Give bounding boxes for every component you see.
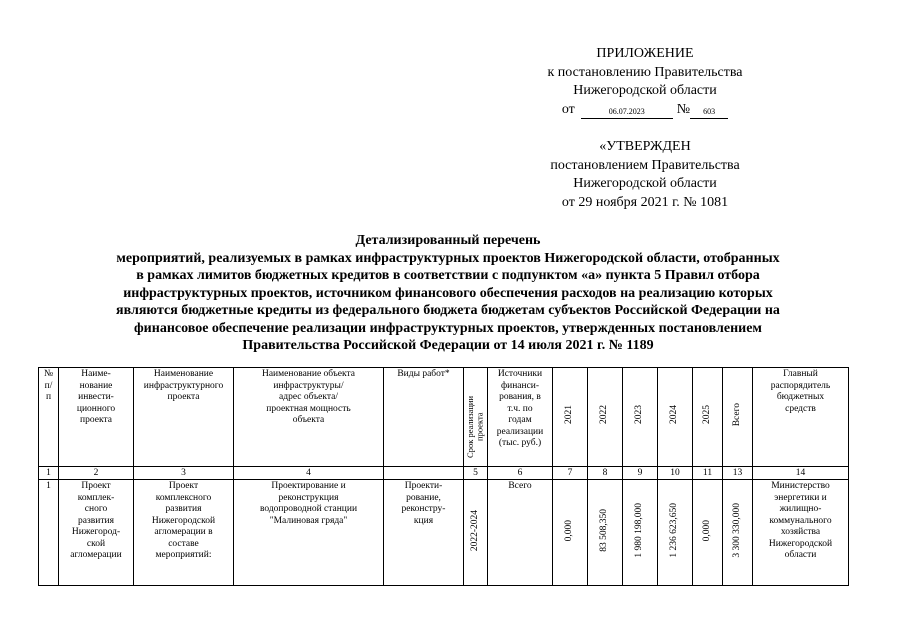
col-number: 2 (59, 467, 134, 480)
row-2025: 0,000 (701, 519, 712, 541)
table-row (39, 480, 849, 586)
col-number: 3 (134, 467, 234, 480)
title-line-1: Детализированный перечень (355, 233, 541, 248)
title-line-3: в рамках лимитов бюджетных кредитов в соответствии с подпунктом «а» пункта 5 Правил отбора (136, 268, 760, 283)
row-2023-cell (623, 480, 658, 586)
appendix-date: 06.07.2023 (581, 107, 673, 119)
row-2024: 1 236 623,650 (669, 502, 680, 558)
header-2022: 2022 (599, 405, 610, 425)
header-2021: 2021 (564, 405, 575, 425)
title-line-5: являются бюджетные кредиты из федерального бюджета бюджетам субъектов Российской Федерации на (116, 303, 780, 318)
approved-title: «УТВЕРЖДЕН (599, 139, 691, 154)
col-number: 1 (39, 467, 59, 480)
col-number: 4 (234, 467, 384, 480)
appendix-block (505, 45, 785, 119)
header-object: Наименование объекта инфраструктуры/ адрес объекта/ проектная мощность объекта (234, 368, 384, 467)
row-infra-project: Проект комплексного развития Нижегородской агломерации в составе мероприятий: (134, 480, 234, 586)
col-number: 14 (753, 467, 849, 480)
row-manager: Министерство энергетики и жилищно- коммунального хозяйства Нижегородской области (753, 480, 849, 586)
row-2021: 0,000 (564, 519, 575, 541)
row-investment-project: Проект комплек- сного развития Нижегород- ской агломерации (59, 480, 134, 586)
header-total-cell (723, 368, 753, 467)
col-number: 10 (658, 467, 693, 480)
approved-line-3: от 29 ноября 2021 г. № 1081 (561, 194, 729, 210)
row-2022: 83 508,350 (599, 508, 610, 552)
col-number: 7 (553, 467, 588, 480)
header-sources: Источники финанси- рования, в т.ч. по годам реализации (тыс. руб.) (488, 368, 553, 467)
row-object: Проектирование и реконструкция водопроводной станции "Малиновая гряда" (234, 480, 384, 586)
table-header-row (39, 368, 849, 467)
header-2025: 2025 (701, 405, 712, 425)
row-works: Проекти- рование, реконстру- кция (384, 480, 464, 586)
document-title (98, 232, 798, 355)
appendix-line-1: к постановлению Правительства (547, 64, 743, 80)
appendix-from-label: от (561, 101, 575, 117)
row-total-cell (723, 480, 753, 586)
row-sources: Всего (488, 480, 553, 586)
title-line-2: мероприятий, реализуемых в рамках инфраструктурных проектов Нижегородской области, отобранных (116, 250, 780, 266)
col-number: 5 (464, 467, 488, 480)
col-number: 9 (623, 467, 658, 480)
appendix-line-2: Нижегородской области (573, 83, 717, 98)
column-numbers-row (39, 467, 849, 480)
title-line-6: финансовое обеспечение реализации инфраструктурных проектов, утвержденных постановлением (134, 320, 762, 336)
col-number: 11 (693, 467, 723, 480)
row-num: 1 (39, 480, 59, 586)
row-2021-cell (553, 480, 588, 586)
title-line-7: Правительства Российской Федерации от 14 июля 2021 г. № 1189 (242, 338, 654, 353)
row-2022-cell (588, 480, 623, 586)
row-term-cell (464, 480, 488, 586)
row-2023: 1 980 198,000 (634, 502, 645, 558)
appendix-title: ПРИЛОЖЕНИЕ (596, 46, 694, 61)
projects-table (38, 367, 849, 586)
appendix-number: 603 (690, 107, 728, 119)
header-2024: 2024 (669, 405, 680, 425)
header-infra-project: Наименование инфраструктурного проекта (134, 368, 234, 467)
row-term: 2022-2024 (469, 509, 480, 551)
header-2024-cell (658, 368, 693, 467)
header-works: Виды работ* (384, 368, 464, 467)
col-number: 6 (488, 467, 553, 480)
header-term-cell (464, 368, 488, 467)
approved-line-1: постановлением Правительства (550, 157, 740, 173)
header-2022-cell (588, 368, 623, 467)
header-investment-project: Наиме- нование инвести- ционного проекта (59, 368, 134, 467)
row-2024-cell (658, 480, 693, 586)
header-num: № п/ п (39, 368, 59, 467)
row-total: 3 300 330,000 (731, 502, 742, 558)
col-number (384, 467, 464, 480)
appendix-date-number-line (505, 101, 785, 120)
header-2023: 2023 (634, 405, 645, 425)
col-number: 13 (723, 467, 753, 480)
header-2025-cell (693, 368, 723, 467)
approved-line-2: Нижегородской области (573, 176, 717, 191)
appendix-number-label: № (676, 101, 691, 117)
header-2021-cell (553, 368, 588, 467)
col-number: 8 (588, 467, 623, 480)
header-manager: Главный распорядитель бюджетных средств (753, 368, 849, 467)
row-2025-cell (693, 480, 723, 586)
header-2023-cell (623, 368, 658, 467)
header-term: Срок реализации проекта (465, 395, 485, 458)
approved-block (505, 138, 785, 212)
title-line-4: инфраструктурных проектов, источником финансового обеспечения расходов на реализацию которых (123, 285, 773, 301)
header-total: Всего (731, 403, 742, 427)
